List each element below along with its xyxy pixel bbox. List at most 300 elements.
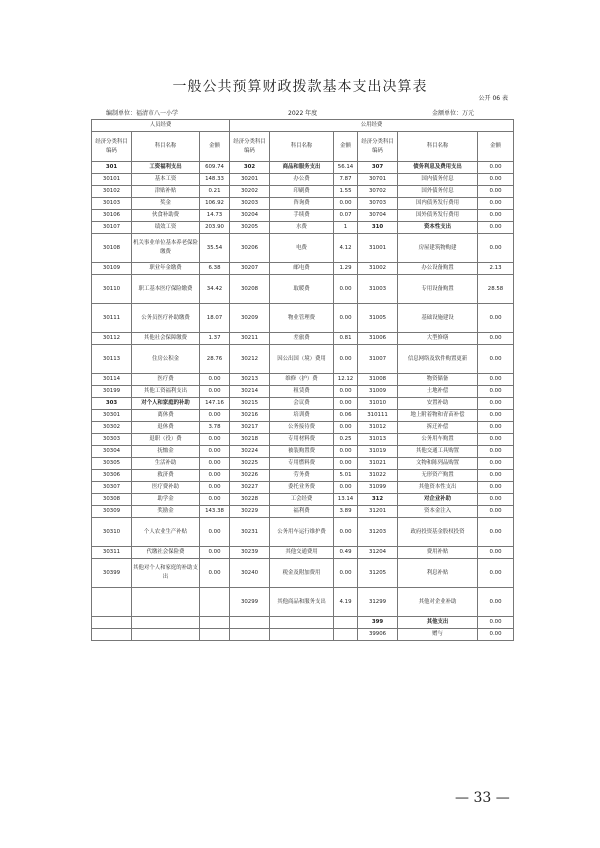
name-cell: 无形资产购置 <box>398 470 478 482</box>
amount-cell: 609.74 <box>200 162 230 174</box>
amount-cell: 0.00 <box>334 198 358 210</box>
amount-cell: 0.00 <box>478 434 514 446</box>
code-cell <box>230 629 270 641</box>
code-cell: 30201 <box>230 174 270 186</box>
name-cell: 代缴社会保险费 <box>132 547 200 559</box>
amount-cell <box>334 629 358 641</box>
amount-cell: 0.00 <box>200 482 230 494</box>
name-cell: 商品和服务支出 <box>270 162 334 174</box>
code-cell: 30227 <box>230 482 270 494</box>
code-cell: 39906 <box>358 629 398 641</box>
code-cell: 30240 <box>230 559 270 588</box>
amount-cell: 0.00 <box>478 174 514 186</box>
name-cell: 国内债务付息 <box>398 174 478 186</box>
table-row <box>92 588 514 617</box>
name-cell: 医疗费补助 <box>132 482 200 494</box>
amount-cell: 0.00 <box>478 374 514 386</box>
table-row <box>92 263 514 275</box>
table-row <box>92 518 514 547</box>
name-cell: 大型修缮 <box>398 333 478 345</box>
name-cell: 利息补贴 <box>398 559 478 588</box>
amount-cell: 2.13 <box>478 263 514 275</box>
name-cell: 其他资本性支出 <box>398 482 478 494</box>
name-cell: 维修（护）费 <box>270 374 334 386</box>
code-cell: 30203 <box>230 198 270 210</box>
code-cell: 30111 <box>92 304 132 333</box>
table-code: 公开 06 表 <box>478 95 508 102</box>
amount-cell: 0.00 <box>478 506 514 518</box>
code-cell: 31201 <box>358 506 398 518</box>
code-cell: 30199 <box>92 386 132 398</box>
table-row <box>92 162 514 174</box>
name-cell: 差旅费 <box>270 333 334 345</box>
amount-cell: 0.00 <box>334 446 358 458</box>
code-cell: 30101 <box>92 174 132 186</box>
amount-cell: 0.21 <box>200 186 230 198</box>
name-cell: 资本金注入 <box>398 506 478 518</box>
amount-cell: 0.00 <box>478 559 514 588</box>
code-cell: 31010 <box>358 398 398 410</box>
table-row <box>92 434 514 446</box>
code-cell: 30214 <box>230 386 270 398</box>
name-cell: 债务利息及费用支出 <box>398 162 478 174</box>
name-cell: 土地补偿 <box>398 386 478 398</box>
table-row <box>92 304 514 333</box>
amount-cell: 0.00 <box>334 422 358 434</box>
table-row <box>92 275 514 304</box>
name-cell: 职业年金缴费 <box>132 263 200 275</box>
name-cell: 国外债务付息 <box>398 186 478 198</box>
amount-cell: 28.76 <box>200 345 230 374</box>
amount-cell: 0.00 <box>478 162 514 174</box>
code-cell: 31002 <box>358 263 398 275</box>
code-cell: 31099 <box>358 482 398 494</box>
table-row <box>92 458 514 470</box>
name-cell: 国外债务发行费用 <box>398 210 478 222</box>
table-row <box>92 345 514 374</box>
amount-cell: 0.00 <box>334 398 358 410</box>
code-cell: 30311 <box>92 547 132 559</box>
name-cell: 基本工资 <box>132 174 200 186</box>
table-row <box>92 333 514 345</box>
name-cell: 国内债务发行费用 <box>398 198 478 210</box>
amount-cell: 0.00 <box>478 629 514 641</box>
amount-cell: 0.00 <box>478 446 514 458</box>
amount-cell: 0.00 <box>200 410 230 422</box>
name-cell: 生活补助 <box>132 458 200 470</box>
section-public: 公用经费 <box>230 120 514 132</box>
amount-cell: 0.00 <box>478 210 514 222</box>
code-cell: 30218 <box>230 434 270 446</box>
table-row <box>92 210 514 222</box>
header-code: 经济分类科目编码 <box>230 132 270 162</box>
name-cell: 其他对个人和家庭的补助支出 <box>132 559 200 588</box>
amount-cell: 0.00 <box>200 446 230 458</box>
amount-cell: 0.49 <box>334 547 358 559</box>
amount-cell: 6.38 <box>200 263 230 275</box>
name-cell: 印刷费 <box>270 186 334 198</box>
code-cell: 31022 <box>358 470 398 482</box>
name-cell: 会议费 <box>270 398 334 410</box>
amount-cell: 0.00 <box>200 518 230 547</box>
code-cell: 30302 <box>92 422 132 434</box>
name-cell: 住房公积金 <box>132 345 200 374</box>
amount-cell: 0.25 <box>334 434 358 446</box>
amount-cell: 0.00 <box>478 333 514 345</box>
code-cell: 30205 <box>230 222 270 234</box>
amount-cell <box>200 617 230 629</box>
name-cell: 其他对企业补助 <box>398 588 478 617</box>
table-row <box>92 547 514 559</box>
header-name: 科目名称 <box>398 132 478 162</box>
code-cell: 30215 <box>230 398 270 410</box>
name-cell: 福利费 <box>270 506 334 518</box>
amount-cell: 0.00 <box>200 374 230 386</box>
name-cell: 绩效工资 <box>132 222 200 234</box>
table-row <box>92 410 514 422</box>
code-cell: 30202 <box>230 186 270 198</box>
amount-cell: 0.06 <box>334 410 358 422</box>
name-cell: 文物和陈列品购置 <box>398 458 478 470</box>
name-cell <box>132 617 200 629</box>
amount-cell: 56.14 <box>334 162 358 174</box>
code-cell: 31005 <box>358 304 398 333</box>
name-cell: 专用设备购置 <box>398 275 478 304</box>
table-row <box>92 506 514 518</box>
code-cell: 30209 <box>230 304 270 333</box>
amount-cell: 1 <box>334 222 358 234</box>
table-row <box>92 617 514 629</box>
code-cell: 30704 <box>358 210 398 222</box>
name-cell: 基础设施建设 <box>398 304 478 333</box>
amount-cell: 0.00 <box>478 494 514 506</box>
amount-cell: 0.00 <box>334 345 358 374</box>
name-cell: 办公费 <box>270 174 334 186</box>
code-cell: 31009 <box>358 386 398 398</box>
name-cell: 专用燃料费 <box>270 458 334 470</box>
code-cell <box>230 617 270 629</box>
code-cell: 30301 <box>92 410 132 422</box>
name-cell: 资本性支出 <box>398 222 478 234</box>
header-amount: 金额 <box>334 132 358 162</box>
name-cell: 水费 <box>270 222 334 234</box>
code-cell: 30103 <box>92 198 132 210</box>
code-cell: 302 <box>230 162 270 174</box>
code-cell: 30231 <box>230 518 270 547</box>
table-row <box>92 446 514 458</box>
amount-cell: 0.00 <box>334 304 358 333</box>
code-cell: 31205 <box>358 559 398 588</box>
name-cell: 机关事业单位基本养老保险缴费 <box>132 234 200 263</box>
table-row <box>92 494 514 506</box>
amount-cell: 0.00 <box>478 222 514 234</box>
table-row <box>92 422 514 434</box>
amount-cell: 4.12 <box>334 234 358 263</box>
code-cell: 30702 <box>358 186 398 198</box>
code-cell: 31203 <box>358 518 398 547</box>
code-cell: 30213 <box>230 374 270 386</box>
code-cell: 31299 <box>358 588 398 617</box>
amount-cell: 0.00 <box>200 386 230 398</box>
code-cell: 30211 <box>230 333 270 345</box>
header-code: 经济分类科目编码 <box>92 132 132 162</box>
header-amount: 金额 <box>200 132 230 162</box>
name-cell: 安置补助 <box>398 398 478 410</box>
table-row <box>92 398 514 410</box>
name-cell: 培训费 <box>270 410 334 422</box>
code-cell: 30204 <box>230 210 270 222</box>
name-cell: 其他交通工具购置 <box>398 446 478 458</box>
name-cell: 其他工资福利支出 <box>132 386 200 398</box>
name-cell: 医疗费 <box>132 374 200 386</box>
code-cell: 30309 <box>92 506 132 518</box>
amount-cell: 147.16 <box>200 398 230 410</box>
amount-unit: 金额单位：万元 <box>432 110 475 117</box>
amount-cell: 0.00 <box>200 434 230 446</box>
amount-cell: 3.78 <box>200 422 230 434</box>
amount-cell: 0.00 <box>478 470 514 482</box>
name-cell: 公务用车购置 <box>398 434 478 446</box>
expenditure-table <box>91 119 514 641</box>
name-cell: 取暖费 <box>270 275 334 304</box>
header-name: 科目名称 <box>270 132 334 162</box>
name-cell: 物资储备 <box>398 374 478 386</box>
code-cell: 30224 <box>230 446 270 458</box>
amount-cell: 35.54 <box>200 234 230 263</box>
code-cell: 30239 <box>230 547 270 559</box>
page-number: — 33 — <box>455 790 510 806</box>
code-cell: 30108 <box>92 234 132 263</box>
code-cell: 310 <box>358 222 398 234</box>
code-cell: 30299 <box>230 588 270 617</box>
name-cell: 咨询费 <box>270 198 334 210</box>
code-cell: 30114 <box>92 374 132 386</box>
code-cell: 30303 <box>92 434 132 446</box>
table-row <box>92 374 514 386</box>
code-cell: 30102 <box>92 186 132 198</box>
amount-cell: 1.37 <box>200 333 230 345</box>
code-cell: 30305 <box>92 458 132 470</box>
name-cell: 伙食补助费 <box>132 210 200 222</box>
table-row <box>92 174 514 186</box>
code-cell: 30701 <box>358 174 398 186</box>
amount-cell: 0.00 <box>200 470 230 482</box>
name-cell: 电费 <box>270 234 334 263</box>
name-cell: 退职（役）费 <box>132 434 200 446</box>
code-cell: 31021 <box>358 458 398 470</box>
code-cell: 31019 <box>358 446 398 458</box>
amount-cell: 0.00 <box>200 547 230 559</box>
table-row <box>92 198 514 210</box>
amount-cell: 0.00 <box>334 482 358 494</box>
amount-cell: 0.00 <box>478 617 514 629</box>
code-cell: 31006 <box>358 333 398 345</box>
code-cell: 303 <box>92 398 132 410</box>
amount-cell: 28.58 <box>478 275 514 304</box>
name-cell: 救济费 <box>132 470 200 482</box>
amount-cell: 0.00 <box>478 588 514 617</box>
name-cell: 信息网络及软件购置更新 <box>398 345 478 374</box>
table-row <box>92 482 514 494</box>
amount-cell: 0.00 <box>478 186 514 198</box>
name-cell: 赠与 <box>398 629 478 641</box>
amount-cell: 0.00 <box>478 304 514 333</box>
code-cell: 30225 <box>230 458 270 470</box>
code-cell: 312 <box>358 494 398 506</box>
code-cell: 30310 <box>92 518 132 547</box>
code-cell <box>92 629 132 641</box>
code-cell: 30110 <box>92 275 132 304</box>
name-cell: 职工基本医疗保险缴费 <box>132 275 200 304</box>
amount-cell: 0.00 <box>334 386 358 398</box>
table-row <box>92 222 514 234</box>
name-cell: 专用材料费 <box>270 434 334 446</box>
name-cell: 因公出国（境）费用 <box>270 345 334 374</box>
name-cell <box>270 617 334 629</box>
amount-cell: 0.81 <box>334 333 358 345</box>
amount-cell: 12.12 <box>334 374 358 386</box>
code-cell: 30107 <box>92 222 132 234</box>
code-cell: 307 <box>358 162 398 174</box>
amount-cell: 106.92 <box>200 198 230 210</box>
code-cell: 30304 <box>92 446 132 458</box>
code-cell: 31013 <box>358 434 398 446</box>
amount-cell: 0.00 <box>200 458 230 470</box>
header-amount: 金额 <box>478 132 514 162</box>
name-cell: 被装购置费 <box>270 446 334 458</box>
name-cell: 津贴补贴 <box>132 186 200 198</box>
amount-cell: 0.00 <box>334 275 358 304</box>
name-cell: 其他交通费用 <box>270 547 334 559</box>
amount-cell: 7.87 <box>334 174 358 186</box>
table-row <box>92 559 514 588</box>
code-cell: 30106 <box>92 210 132 222</box>
code-cell <box>92 588 132 617</box>
amount-cell: 13.14 <box>334 494 358 506</box>
name-cell: 房屋建筑物购建 <box>398 234 478 263</box>
amount-cell: 5.01 <box>334 470 358 482</box>
code-cell: 399 <box>358 617 398 629</box>
name-cell: 抚恤金 <box>132 446 200 458</box>
name-cell: 个人农业生产补贴 <box>132 518 200 547</box>
code-cell: 30217 <box>230 422 270 434</box>
header-name: 科目名称 <box>132 132 200 162</box>
name-cell: 离休费 <box>132 410 200 422</box>
amount-cell: 148.33 <box>200 174 230 186</box>
name-cell: 对个人和家庭的补助 <box>132 398 200 410</box>
code-cell: 30308 <box>92 494 132 506</box>
fiscal-year: 2022 年度 <box>288 110 318 117</box>
name-cell: 政府投资基金股权投资 <box>398 518 478 547</box>
table-row <box>92 386 514 398</box>
code-cell: 30207 <box>230 263 270 275</box>
amount-cell: 0.00 <box>200 494 230 506</box>
code-cell: 30208 <box>230 275 270 304</box>
header-code: 经济分类科目编码 <box>358 132 398 162</box>
amount-cell <box>200 629 230 641</box>
code-cell: 31008 <box>358 374 398 386</box>
amount-cell: 0.00 <box>478 234 514 263</box>
name-cell <box>132 629 200 641</box>
amount-cell: 0.07 <box>334 210 358 222</box>
code-cell: 30228 <box>230 494 270 506</box>
section-personnel: 人员经费 <box>92 120 230 132</box>
table-row <box>92 470 514 482</box>
code-cell: 30229 <box>230 506 270 518</box>
code-cell: 30212 <box>230 345 270 374</box>
name-cell: 其他社会保障缴费 <box>132 333 200 345</box>
amount-cell <box>200 588 230 617</box>
name-cell: 费用补贴 <box>398 547 478 559</box>
code-cell: 30216 <box>230 410 270 422</box>
name-cell: 助学金 <box>132 494 200 506</box>
amount-cell: 0.00 <box>200 559 230 588</box>
amount-cell: 0.00 <box>334 559 358 588</box>
amount-cell: 0.00 <box>478 198 514 210</box>
amount-cell: 0.00 <box>478 547 514 559</box>
name-cell: 委托业务费 <box>270 482 334 494</box>
name-cell <box>270 629 334 641</box>
amount-cell: 0.00 <box>478 386 514 398</box>
name-cell: 手续费 <box>270 210 334 222</box>
amount-cell: 4.19 <box>334 588 358 617</box>
name-cell: 租赁费 <box>270 386 334 398</box>
name-cell: 地上附着物和青苗补偿 <box>398 410 478 422</box>
code-cell: 31204 <box>358 547 398 559</box>
code-cell: 30113 <box>92 345 132 374</box>
amount-cell: 0.00 <box>478 458 514 470</box>
name-cell: 对企业补助 <box>398 494 478 506</box>
code-cell: 31007 <box>358 345 398 374</box>
name-cell <box>132 588 200 617</box>
name-cell: 工资福利支出 <box>132 162 200 174</box>
amount-cell: 1.55 <box>334 186 358 198</box>
table-row <box>92 629 514 641</box>
name-cell: 其他商品和服务支出 <box>270 588 334 617</box>
name-cell: 公务接待费 <box>270 422 334 434</box>
name-cell: 公务员医疗补助缴费 <box>132 304 200 333</box>
amount-cell: 0.00 <box>478 482 514 494</box>
name-cell: 办公设备购置 <box>398 263 478 275</box>
name-cell: 拆迁补偿 <box>398 422 478 434</box>
name-cell: 奖金 <box>132 198 200 210</box>
code-cell: 30206 <box>230 234 270 263</box>
code-cell: 30109 <box>92 263 132 275</box>
table-row <box>92 234 514 263</box>
name-cell: 奖励金 <box>132 506 200 518</box>
amount-cell: 0.00 <box>334 458 358 470</box>
code-cell: 31001 <box>358 234 398 263</box>
code-cell: 30112 <box>92 333 132 345</box>
code-cell: 30226 <box>230 470 270 482</box>
code-cell: 30306 <box>92 470 132 482</box>
name-cell: 退休费 <box>132 422 200 434</box>
amount-cell: 0.00 <box>334 518 358 547</box>
code-cell: 30703 <box>358 198 398 210</box>
page-title: 一般公共预算财政拨款基本支出决算表 <box>172 79 428 95</box>
amount-cell: 0.00 <box>478 398 514 410</box>
name-cell: 其他支出 <box>398 617 478 629</box>
amount-cell: 143.38 <box>200 506 230 518</box>
table-row <box>92 186 514 198</box>
code-cell: 31012 <box>358 422 398 434</box>
amount-cell: 18.07 <box>200 304 230 333</box>
amount-cell: 203.90 <box>200 222 230 234</box>
amount-cell <box>334 617 358 629</box>
code-cell: 30399 <box>92 559 132 588</box>
amount-cell: 0.00 <box>478 410 514 422</box>
name-cell: 税金及附加费用 <box>270 559 334 588</box>
